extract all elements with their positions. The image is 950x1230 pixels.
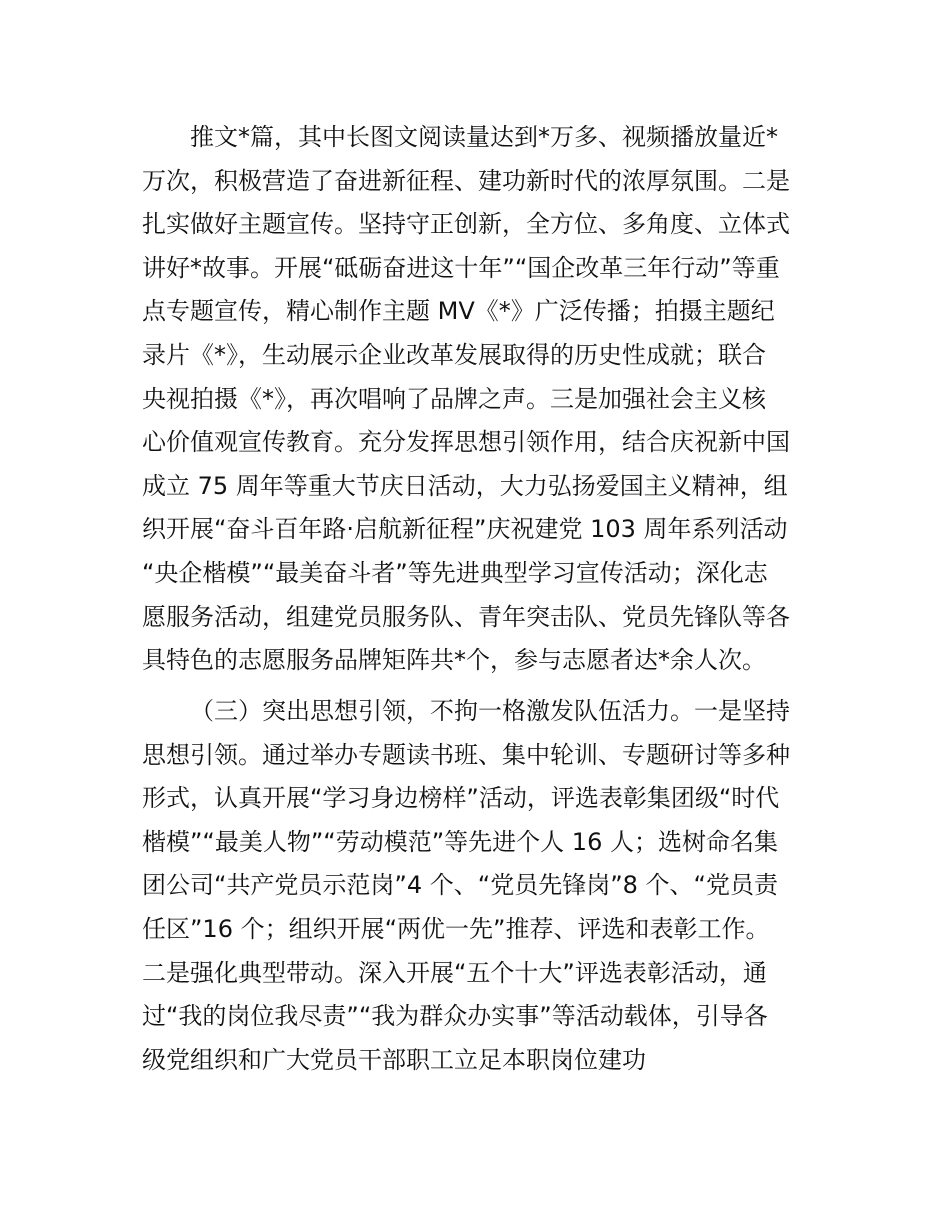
- text-line: 具特色的志愿服务品牌矩阵共*个，参与志愿者达*余人次。: [142, 646, 766, 675]
- text-line: 心价值观宣传教育。充分发挥思想引领作用，结合庆祝新中国: [142, 428, 790, 457]
- text-line: 思想引领。通过举办专题读书班、集中轮训、专题研讨等多种: [142, 740, 790, 769]
- text-line: 过“我的岗位我尽责”“我为群众办实事”等活动载体，引导各: [142, 1002, 768, 1031]
- text-line: 织开展“奋斗百年路·启航新征程”庆祝建党 103 周年系列活动: [142, 515, 788, 544]
- text-line: 点专题宣传，精心制作主题 MV《*》广泛传播；拍摄主题纪: [142, 297, 775, 326]
- paragraph-ideological-leadership: [142, 690, 814, 1082]
- text-line: 央视拍摄《*》，再次唱响了品牌之声。三是加强社会主义核: [142, 384, 766, 413]
- text-line: 成立 75 周年等重大节庆日活动，大力弘扬爱国主义精神，组: [142, 471, 788, 500]
- text-line: （三）突出思想引领，不拘一格激发队伍活力。一是坚持: [190, 697, 790, 725]
- text-line: 录片《*》，生动展示企业改革发展取得的历史性成就；联合: [142, 340, 766, 369]
- text-line: 级党组织和广大党员干部职工立足本职岗位建功: [142, 1045, 646, 1074]
- text-line: 团公司“共产党员示范岗”4 个、“党员先锋岗”8 个、“党员责: [142, 871, 778, 900]
- text-line: 万次，积极营造了奋进新征程、建功新时代的浓厚氛围。二是: [142, 166, 790, 195]
- text-line: 任区”16 个；组织开展“两优一先”推荐、评选和表彰工作。: [142, 914, 770, 943]
- paragraph-publicity: [142, 116, 814, 683]
- text-line: 愿服务活动，组建党员服务队、青年突击队、党员先锋队等各: [142, 602, 790, 631]
- text-line: 形式，认真开展“学习身边榜样”活动，评选表彰集团级“时代: [142, 784, 780, 813]
- text-line: 二是强化典型带动。深入开展“五个十大”评选表彰活动，通: [142, 958, 767, 987]
- text-line: 楷模”“最美人物”“劳动模范”等先进个人 16 人；选树命名集: [142, 827, 778, 856]
- text-line: 讲好*故事。开展“砥砺奋进这十年”“国企改革三年行动”等重: [142, 253, 780, 282]
- text-line: 推文*篇，其中长图文阅读量达到*万多、视频播放量近*: [190, 123, 778, 151]
- text-line: 扎实做好主题宣传。坚持守正创新，全方位、多角度、立体式: [142, 210, 790, 239]
- text-line: “央企楷模”“最美奋斗者”等先进典型学习宣传活动；深化志: [142, 558, 768, 587]
